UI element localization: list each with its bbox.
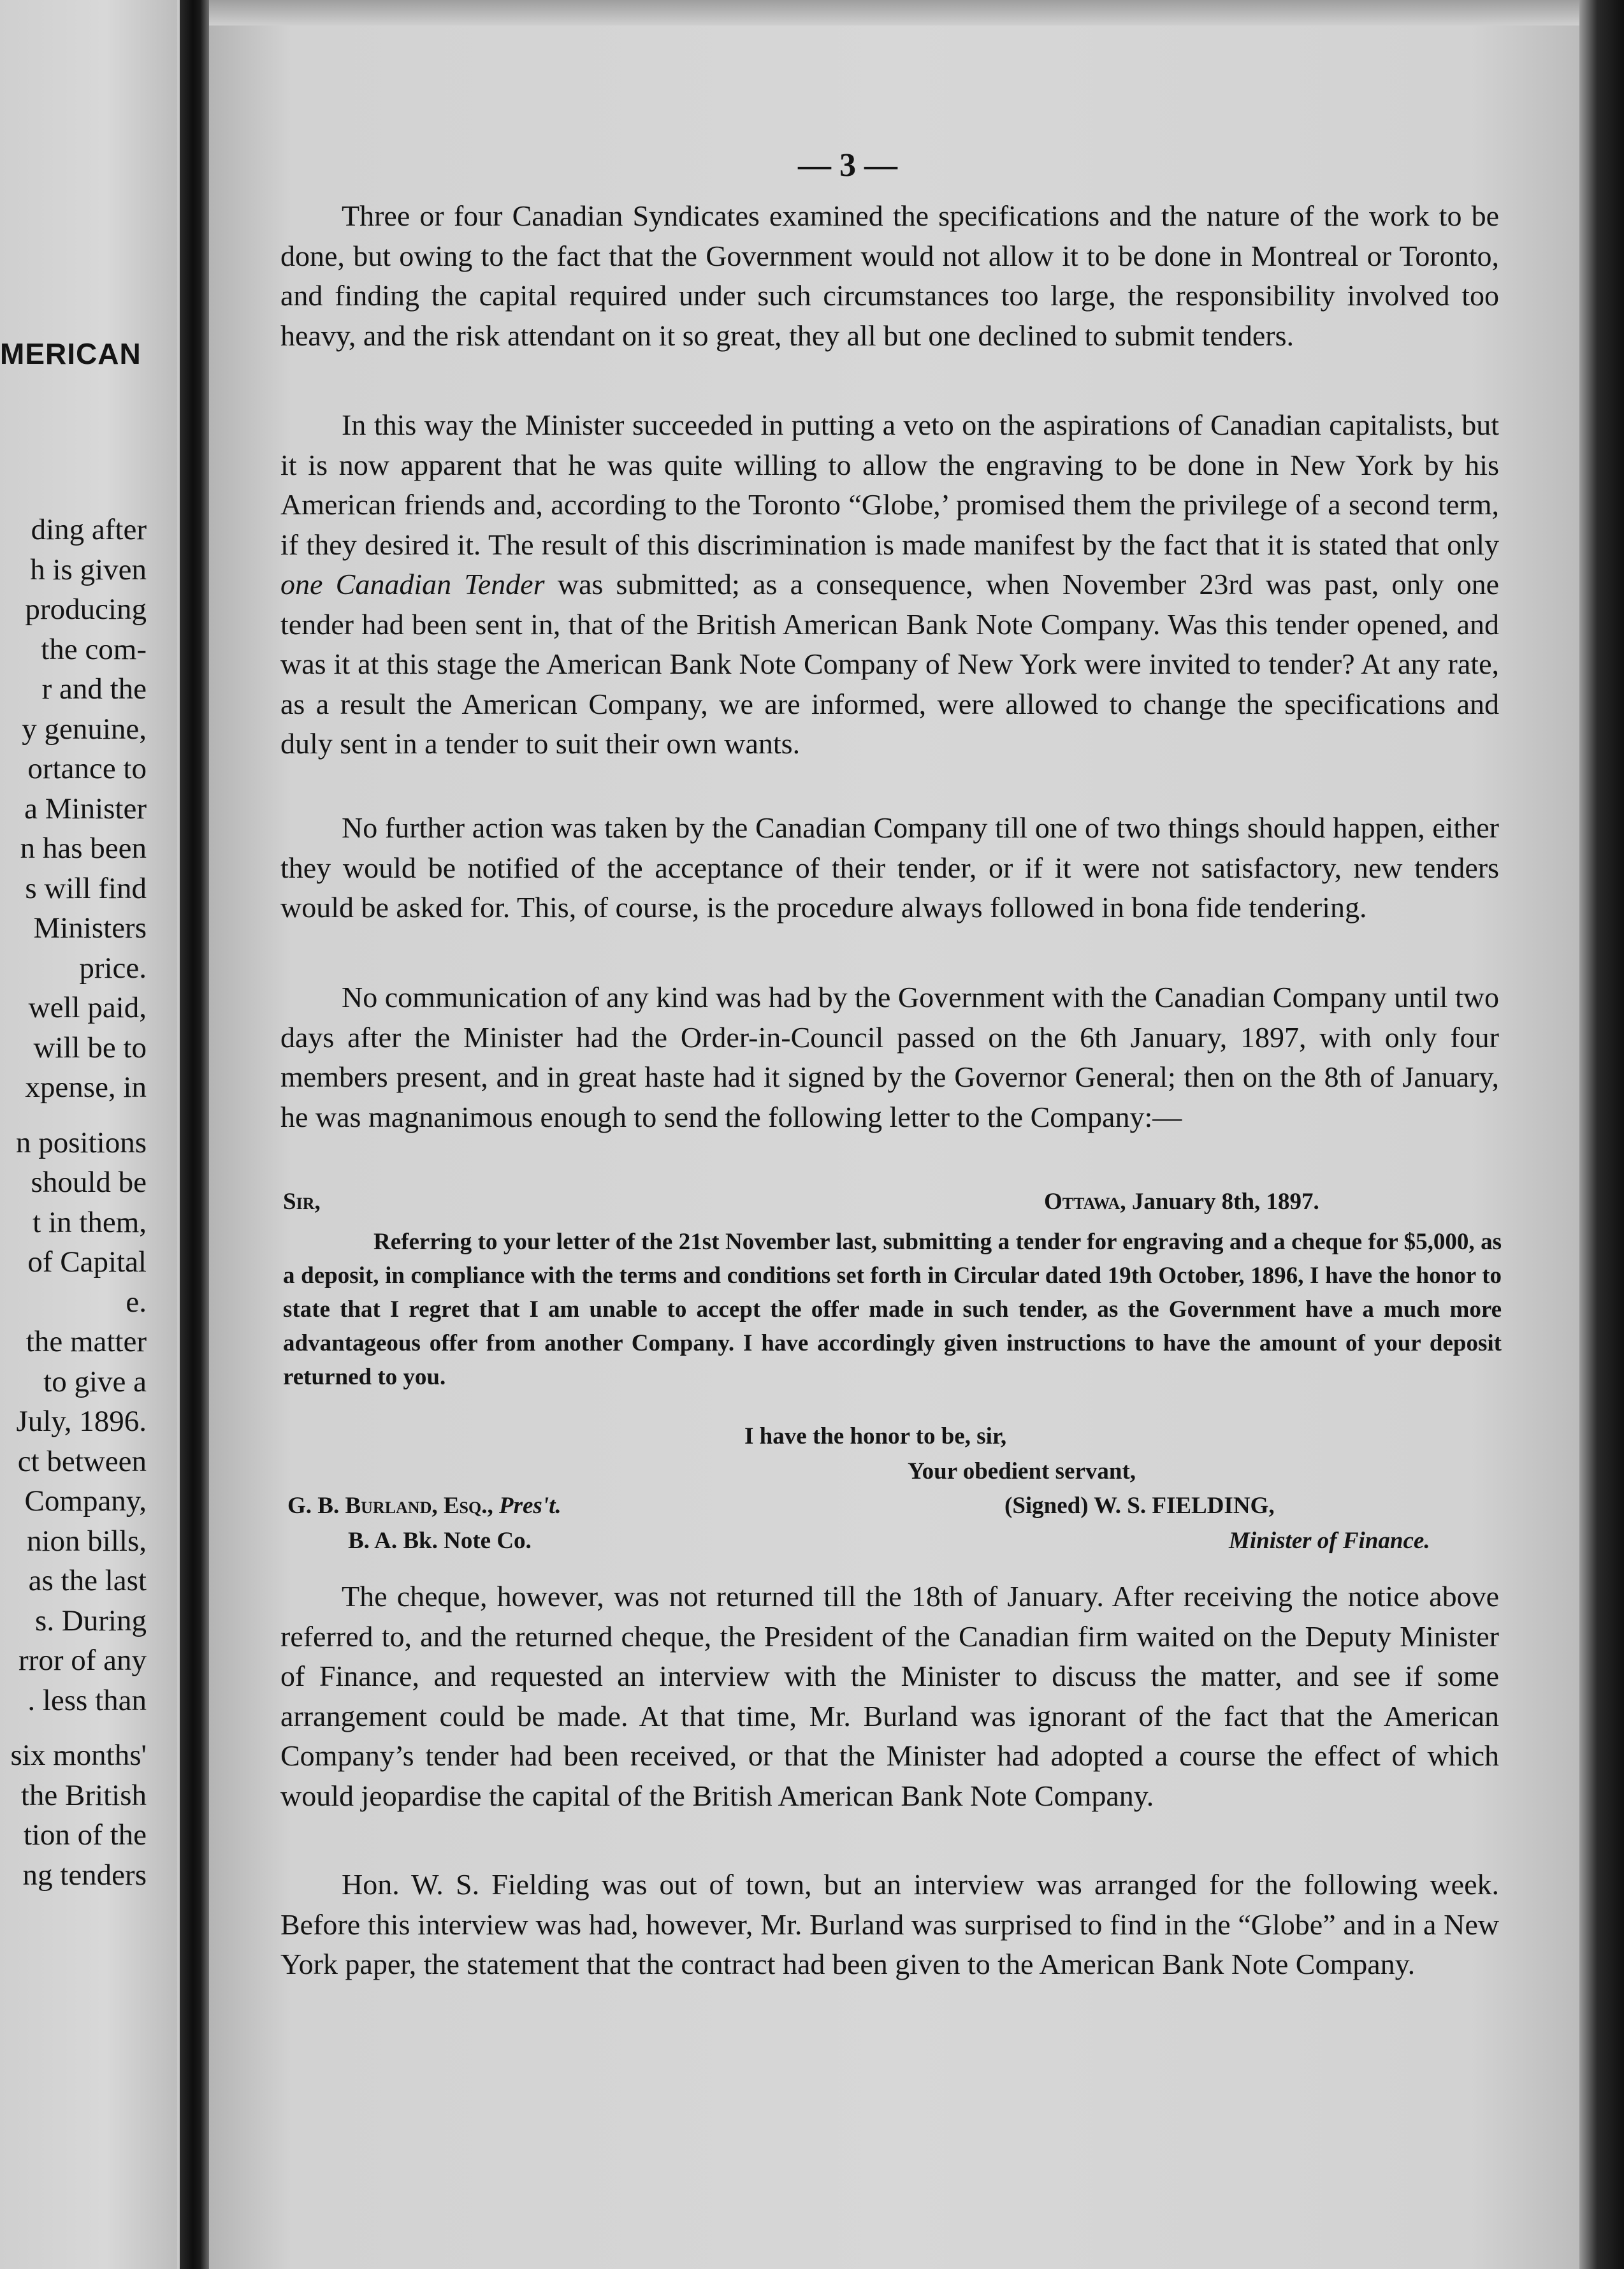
letter-dateline-date: January 8th, 1897.: [1131, 1189, 1319, 1215]
left-page-fragment-line: ortance to: [27, 752, 147, 785]
left-page-heading-fragment: MERICAN: [0, 337, 141, 370]
left-page-fragment-line: producing: [25, 593, 147, 626]
paragraph-syndicates: Three or four Canadian Syndicates examined the specifications and the nature of the work to be done, but owing to the fact that the Government would not allow it to be done in Montreal or Toronto, and finding the capital required under such circumstances too large, the responsibility involved too heavy, and the risk attendant on it so great, they all but one declined to submit tenders.: [280, 199, 1499, 352]
paragraph-fielding-interview: Hon. W. S. Fielding was out of town, but an interview was arranged for the following week. Before this interview was had, however, Mr. Burland was surprised to find in the “Globe” and in a New York paper, the statement that the contract had been given to the American Bank Note Company.: [280, 1868, 1499, 1980]
left-page-fragment-line: rror of any: [18, 1644, 147, 1677]
left-page-fragment-line: y genuine,: [22, 712, 147, 746]
left-page-fragment-line: as the last: [28, 1564, 147, 1597]
addressee-esq: Esq.,: [443, 1493, 493, 1519]
letter-closing: I have the honor to be, sir,: [744, 1423, 1007, 1449]
left-page-fragment-line: will be to: [33, 1031, 147, 1064]
left-page-fragment-line: r and the: [41, 672, 147, 706]
left-page-fragment-line: xpense, in: [25, 1071, 147, 1104]
letter-addressee: [287, 1492, 562, 1519]
paragraph-text: In this way the Minister succeeded in putting a veto on the aspirations of Canadian capitalists, but it is now apparent that he was quite willing to allow the engraving to be done in New York by his American friends and, according to the Toronto “Globe,’ promised them the privilege of a second term, if they desired it. The result of this discrimination is made manifest by the fact that it is stated that only: [280, 409, 1499, 561]
left-page-fragment-line: price.: [79, 951, 147, 985]
left-page-fragment-line: ding after: [31, 513, 147, 546]
letter-dateline-place: Ottawa,: [1044, 1189, 1126, 1215]
page-number: — 3 —: [798, 147, 897, 184]
letter-body: Referring to your letter of the 21st November last, submitting a tender for engraving and a cheque for $5,000, as a deposit, in compliance with the terms and conditions set forth in Circular dated 19th October, 1896, I have the honor to state that I regret that I am unable to accept the offer made in such tender, as the Government have a much more advantageous offer from another Company. I have accordingly given instructions to have the amount of your deposit returned to you.: [283, 1229, 1502, 1390]
paragraph-no-further-action: No further action was taken by the Canadian Company till one of two things should happen, either they would be notified of the acceptance of their tender, or if it were not satisfactory, new tenders would be asked for. This, of course, is the procedure always followed in bona fide tendering.: [280, 811, 1499, 924]
left-page-fragment-line: of Capital: [27, 1245, 147, 1279]
left-page-fragment-line: n has been: [20, 832, 147, 865]
left-page-fragment-line: the com-: [41, 632, 147, 666]
left-page-fragment-line: h is given: [30, 553, 147, 586]
right-page-edge: [1579, 0, 1624, 2269]
letter-signature: (Signed) W. S. FIELDING,: [1004, 1493, 1275, 1519]
addressee-title: Pres't.: [499, 1493, 562, 1519]
letter-dateline: [1044, 1188, 1319, 1215]
left-page-fragment-line: s. During: [35, 1604, 147, 1637]
left-page-fragment-line: e.: [126, 1285, 147, 1319]
left-page-fragment-line: tion of the: [23, 1818, 147, 1852]
left-page-fragment-line: should be: [31, 1166, 147, 1199]
left-page-fragment-line: Ministers: [33, 911, 147, 945]
addressee-name: G. B. Burland,: [287, 1493, 438, 1519]
left-page-fragment-line: nion bills,: [26, 1524, 147, 1558]
left-page-fragment-line: s will find: [25, 871, 147, 905]
top-edge-shadow: [209, 0, 1579, 25]
left-page-fragment-line: a Minister: [24, 792, 147, 825]
left-page-fragment-line: the British: [20, 1778, 147, 1812]
emphasis-one-canadian-tender: one Canadian Tender: [280, 568, 545, 600]
signer-title: Minister of Finance.: [1229, 1528, 1430, 1554]
paragraph-minister-veto: [280, 405, 1499, 764]
left-page-fragment-line: six months': [10, 1739, 147, 1772]
letter-salutation: Sir,: [283, 1189, 321, 1215]
left-page-fragment-line: t in them,: [33, 1205, 147, 1239]
letter-servant-line: Your obedient servant,: [908, 1458, 1136, 1484]
left-page-fragment-line: July, 1896.: [16, 1405, 147, 1438]
left-page-fragment-line: ct between: [17, 1444, 147, 1478]
left-page-edge: [0, 0, 177, 2269]
left-page-fragment-line: the matter: [25, 1325, 147, 1358]
binding-gutter: [180, 0, 209, 2269]
paragraph-cheque-returned: The cheque, however, was not returned till the 18th of January. After receiving the notice above referred to, and the returned cheque, the President of the Canadian firm waited on the Deputy Minister of Finance, and requested an interview with the Minister to discuss the matter, and see if some arrangement could be made. At that time, Mr. Burland was ignorant of the fact that the American Company’s tender had been received, or that the Minister had adopted a course the effect of which would jeopardise the capital of the British American Bank Note Company.: [280, 1580, 1499, 1812]
paragraph-no-communication: No communication of any kind was had by the Government with the Canadian Company until two days after the Minister had the Order-in-Council passed on the 6th January, 1897, with only four members present, and in great haste had it signed by the Governor General; then on the 8th of January, he was magnanimous enough to send the following letter to the Company:—: [280, 981, 1499, 1133]
left-page-fragment-line: to give a: [43, 1365, 147, 1398]
addressee-company: B. A. Bk. Note Co.: [348, 1528, 532, 1554]
left-page-fragment-line: . less than: [27, 1683, 147, 1717]
paragraph-text: was submitted; as a consequence, when November 23rd was past, only one tender had been sent in, that of the British American Bank Note Company. Was this tender opened, and was it at this stage the American Bank Note Company of New York were invited to tender? At any rate, as a result the American Company, we are informed, were allowed to change the specifications and duly sent in a tender to suit their own wants.: [280, 568, 1500, 760]
left-page-fragment-line: well paid,: [28, 991, 147, 1024]
left-page-fragment-line: ng tenders: [22, 1858, 147, 1892]
left-page-fragment-line: n positions: [15, 1126, 147, 1159]
left-page-fragment-line: Company,: [24, 1484, 147, 1518]
